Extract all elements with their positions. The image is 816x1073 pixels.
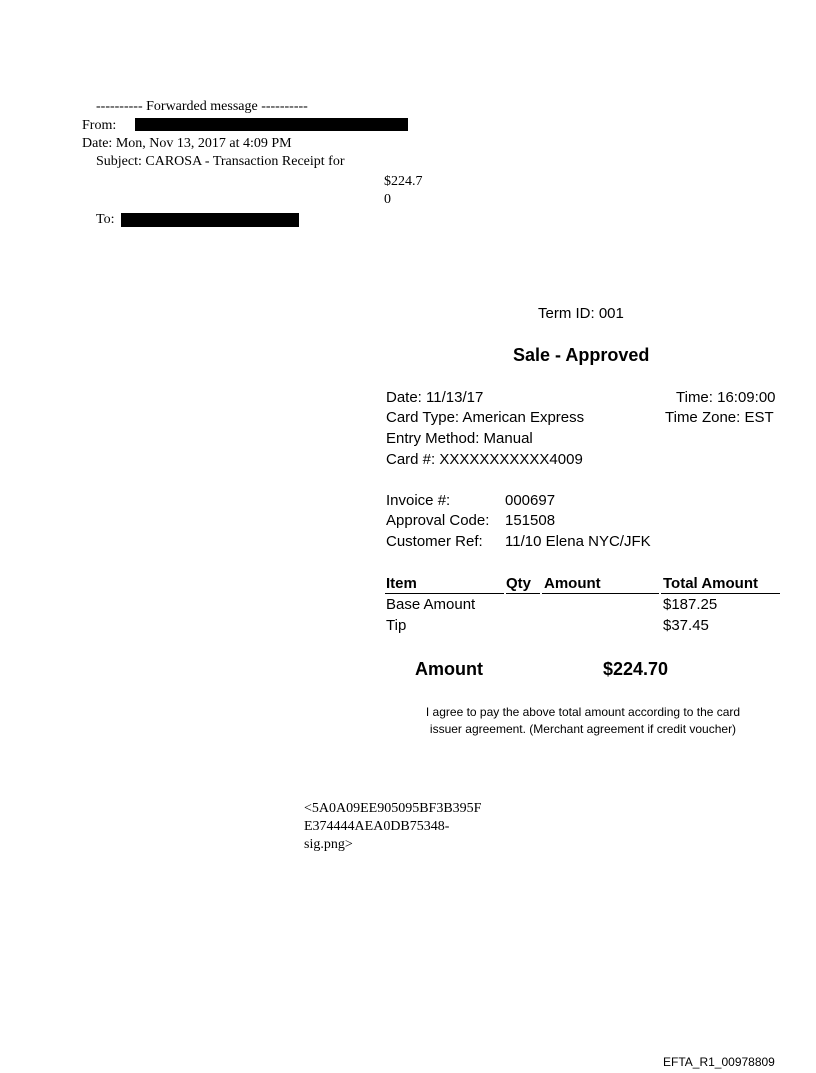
items-header-qty: Qty [506, 575, 532, 592]
customer-ref-label: Customer Ref: [386, 533, 483, 550]
card-number: Card #: XXXXXXXXXXX4009 [386, 451, 583, 468]
customer-ref-value: 11/10 Elena NYC/JFK [505, 533, 651, 550]
redaction-bar-from [135, 118, 408, 131]
customer-ref-row [386, 532, 651, 552]
item-total: $37.45 [663, 617, 709, 634]
invoice-label: Invoice #: [386, 492, 451, 509]
agreement-text [380, 704, 786, 738]
forward-line: ---------- Forwarded message ---------- [96, 99, 308, 114]
items-header-amount: Amount [544, 575, 601, 592]
approval-value: 151508 [505, 512, 556, 529]
approval-label: Approval Code: [386, 512, 490, 529]
term-id: Term ID: 001 [538, 305, 624, 322]
subject-amount-line2: 0 [384, 192, 391, 207]
attachment-line3: sig.png> [304, 837, 353, 852]
receipt-date: Date: 11/13/17 [386, 389, 484, 406]
invoice-value: 000697 [505, 492, 556, 509]
item-name: Tip [386, 617, 407, 634]
entry-method: Entry Method: Manual [386, 430, 533, 447]
date-line: Date: Mon, Nov 13, 2017 at 4:09 PM [82, 136, 292, 151]
approval-row [386, 511, 555, 531]
header-underline-qty [506, 593, 540, 594]
header-underline-item [385, 593, 504, 594]
item-total: $187.25 [663, 596, 718, 613]
item-name: Base Amount [386, 596, 476, 613]
redaction-bar-to [121, 213, 299, 227]
attachment-line2: E374444AEA0DB75348- [304, 819, 450, 834]
subject-amount-line1: $224.7 [384, 174, 423, 189]
agreement-line2: issuer agreement. (Merchant agreement if credit voucher) [429, 722, 737, 736]
invoice-row [386, 491, 555, 511]
bates-number: EFTA_R1_00978809 [663, 1055, 775, 1069]
items-header-total-amount: Total Amount [663, 575, 758, 592]
receipt-time: Time: 16:09:00 [676, 389, 776, 406]
attachment-filename [304, 800, 481, 854]
to-label: To: [96, 212, 115, 227]
time-zone: Time Zone: EST [665, 409, 774, 426]
amount-value: $224.70 [603, 659, 669, 679]
header-underline-amount [542, 593, 659, 594]
card-type: Card Type: American Express [386, 409, 585, 426]
from-label: From: [82, 118, 117, 133]
amount-label: Amount [415, 659, 483, 679]
items-header-item: Item [386, 575, 417, 592]
subject-line: Subject: CAROSA - Transaction Receipt for [96, 154, 345, 169]
sale-status: Sale - Approved [513, 345, 650, 365]
agreement-line1: I agree to pay the above total amount according to the card [425, 705, 741, 719]
attachment-line1: <5A0A09EE905095BF3B395F [304, 801, 482, 816]
header-underline-total [661, 593, 780, 594]
